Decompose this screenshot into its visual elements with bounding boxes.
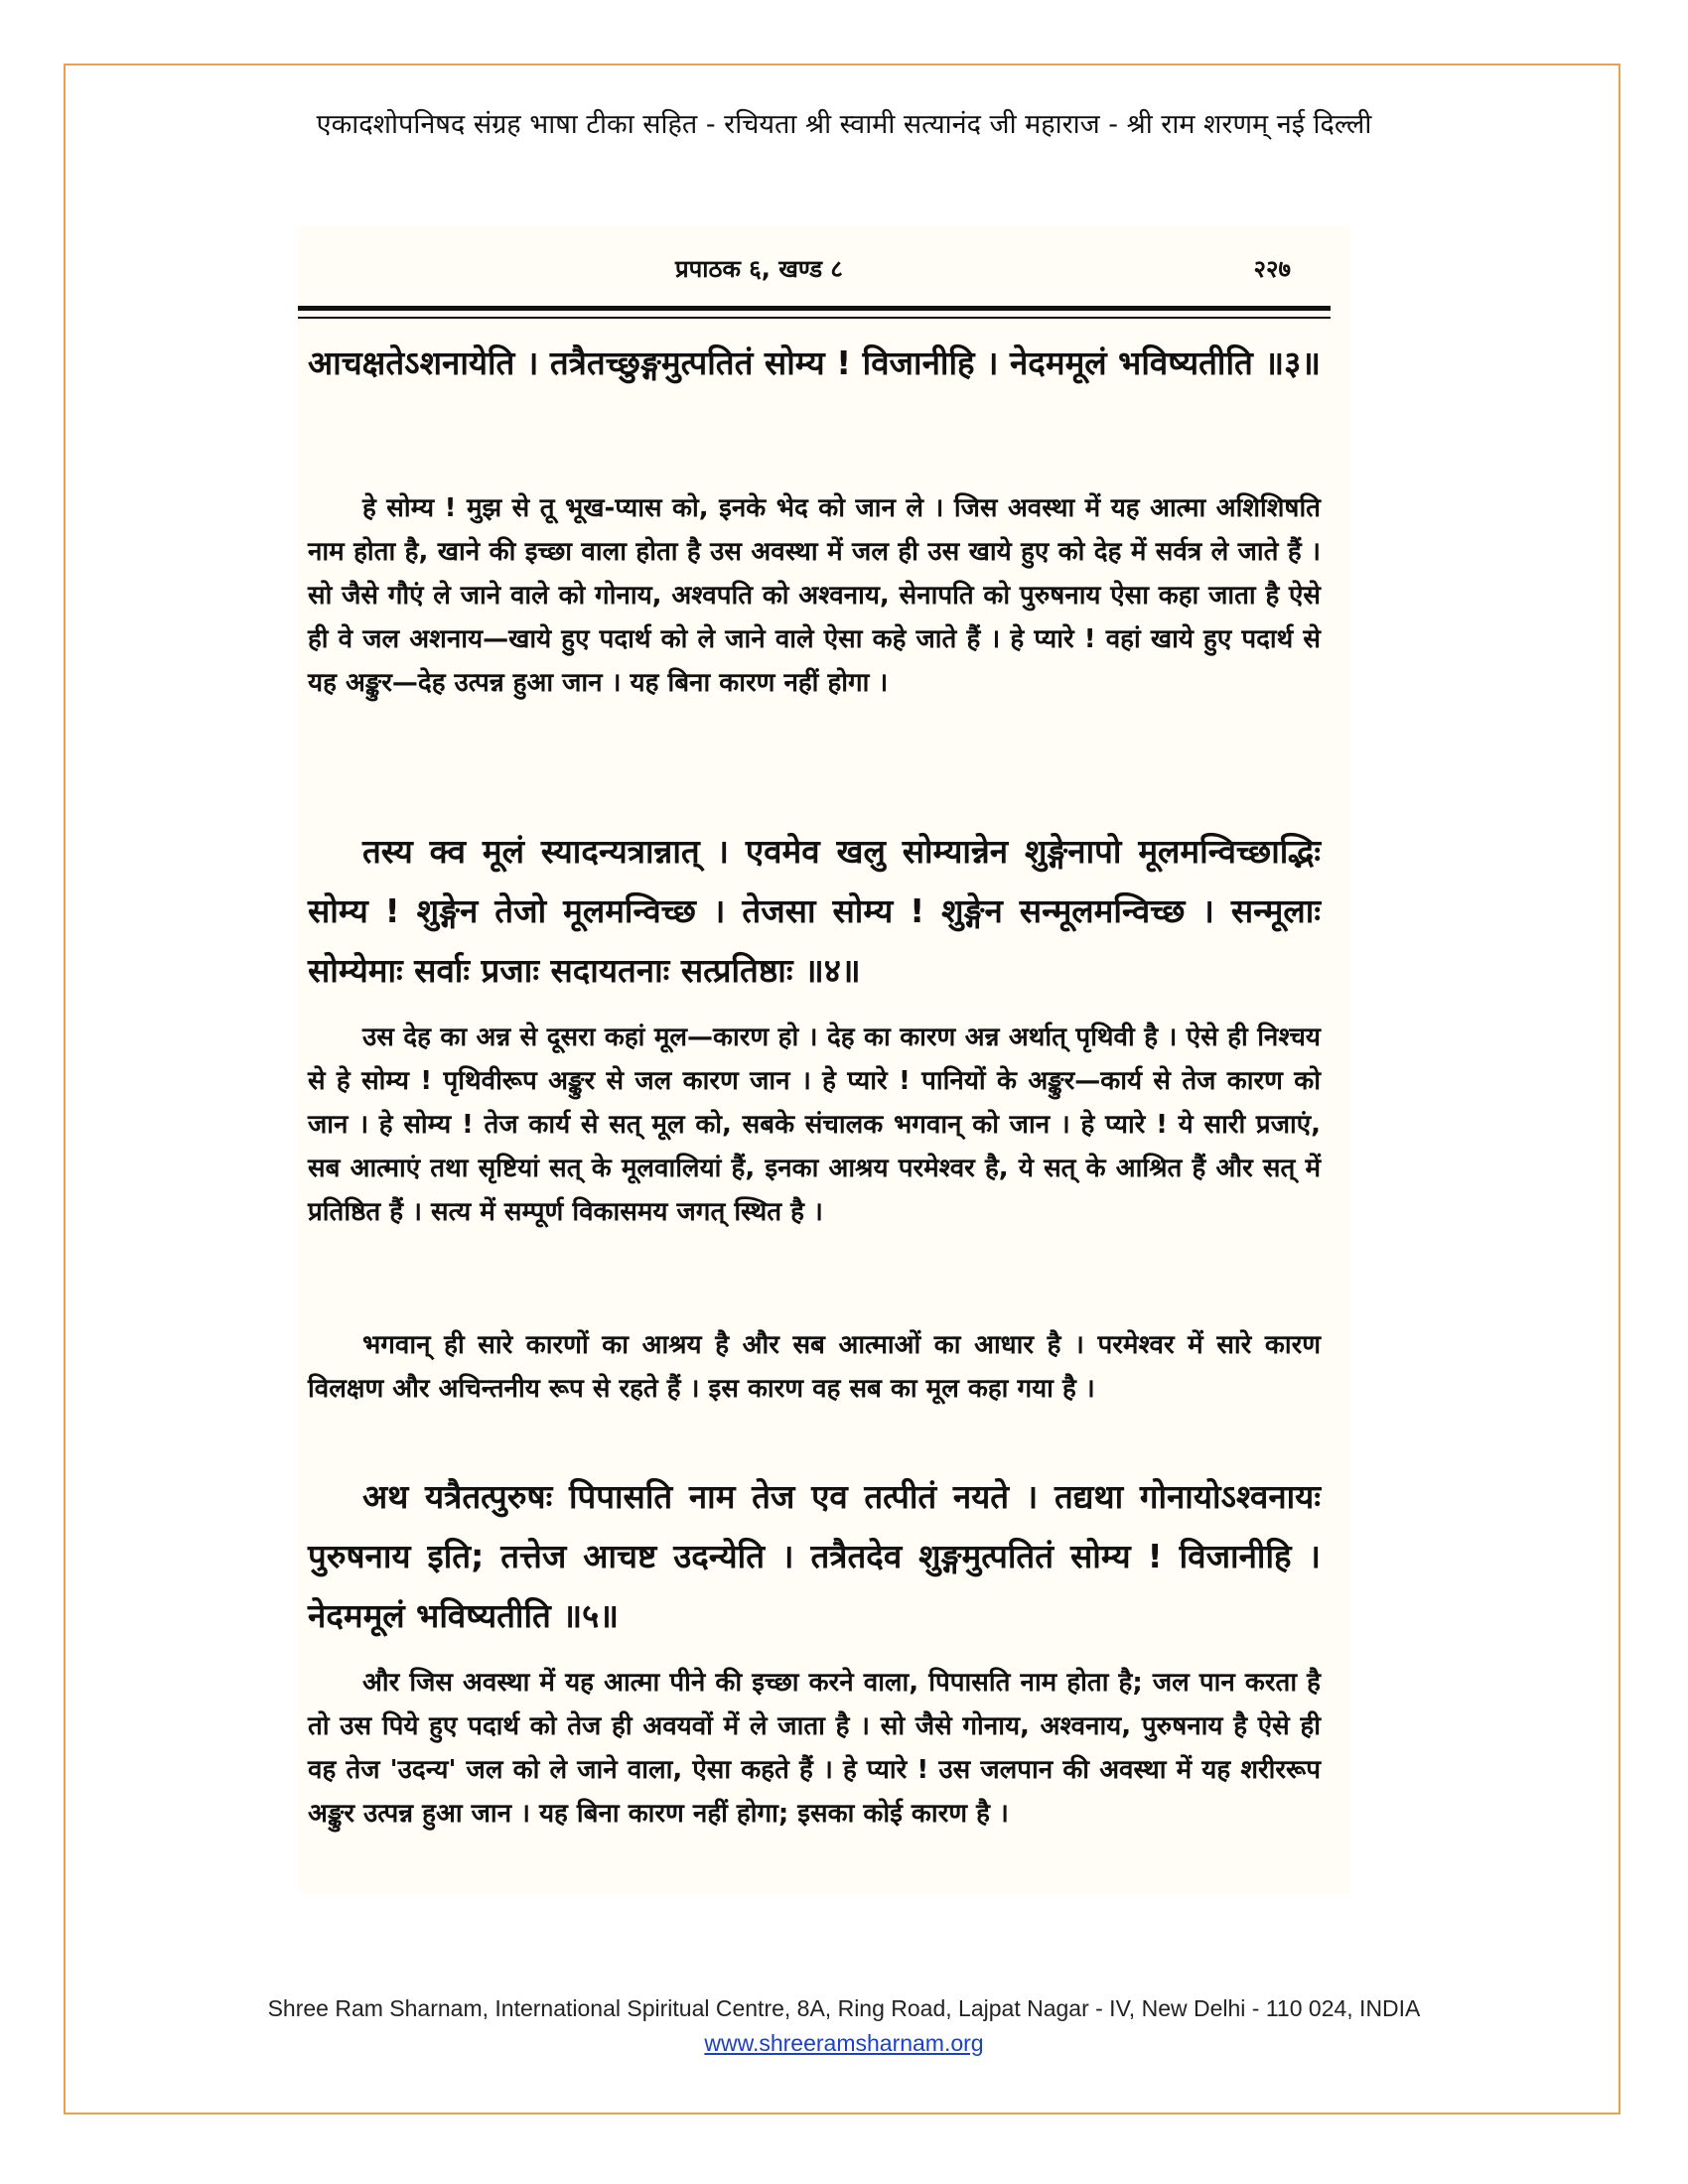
sanskrit-verse-3: आचक्षतेऽशनायेति । तत्रैतच्छुङ्गमुत्पतितं सोम्य ! विजानीहि । नेदममूलं भविष्यतीति ॥३॥: [308, 343, 1322, 382]
page-number: २२७: [1253, 255, 1291, 283]
document-header: एकादशोपनिषद संग्रह भाषा टीका सहित - रचियता श्री स्वामी सत्यानंद जी महाराज - श्री राम शरणम् नई दिल्ली: [316, 109, 1372, 140]
hindi-commentary-4: उस देह का अन्न से दूसरा कहां मूल—कारण हो । देह का कारण अन्न अर्थात् पृथिवी है । ऐसे ही निश्चय से हे सोम्य ! पृथिवीरूप अङ्कुर से जल कारण जान । हे प्यारे ! पानियों के अङ्कुर—कार्य से तेज कारण को जान । हे सोम्य ! तेज कार्य से सत् मूल को, सबके संचालक भगवान् को जान । हे प्यारे ! ये सारी प्रजाएं, सब आत्माएं तथा सृष्टियां सत् के मूलवालियां हैं, इनका आश्रय परमेश्वर है, ये सत् के आश्रित हैं और सत् में प्रतिष्ठित हैं । सत्य में सम्पूर्ण विकासमय जगत् स्थित है ।: [308, 1023, 1321, 1227]
sanskrit-verse-4: तस्य क्व मूलं स्यादन्यत्रान्नात् । एवमेव खलु सोम्यान्नेन शुङ्गेनापो मूलमन्विच्छाद्भिः सोम्य ! शुङ्गेन तेजो मूलमन्विच्छ । तेजसा सोम्य ! शुङ्गेन सन्मूलमन्विच्छ । सन्मूलाः सोम्येमाः सर्वाः प्रजाः सदायतनाः सत्प्रतिष्ठाः ॥४॥: [308, 832, 1321, 990]
website-link[interactable]: www.shreeramsharnam.org: [704, 2030, 984, 2056]
running-head: [298, 246, 1350, 286]
footer-website: [0, 2030, 1688, 2057]
running-title: प्रपाठक ६, खण्ड ८: [675, 255, 843, 283]
footer-address: Shree Ram Sharnam, International Spiritual Centre, 8A, Ring Road, Lajpat Nagar - IV, New Delhi - 110 024, INDIA: [267, 1995, 1421, 2021]
hindi-commentary-3: हे सोम्य ! मुझ से तू भूख-प्यास को, इनके भेद को जान ले । जिस अवस्था में यह आत्मा अशिशिषति नाम होता है, खाने की इच्छा वाला होता है उस अवस्था में जल ही उस खाये हुए को देह में सर्वत्र ले जाते हैं । सो जैसे गौएं ले जाने वाले को गोनाय, अश्वपति को अश्वनाय, सेनापति को पुरुषनाय ऐसा कहा जाता है ऐसे ही वे जल अशनाय—खाये हुए पदार्थ को ले जाने वाले ऐसा कहे जाते हैं । हे प्यारे ! वहां खाये हुए पदार्थ से यह अङ्कुर—देह उत्पन्न हुआ जान । यह बिना कारण नहीं होगा ।: [308, 493, 1321, 698]
hindi-commentary-4b: भगवान् ही सारे कारणों का आश्रय है और सब आत्माओं का आधार है । परमेश्वर में सारे कारण विलक्षण और अचिन्तनीय रूप से रहते हैं । इस कारण वह सब का मूल कहा गया है ।: [308, 1330, 1321, 1404]
sanskrit-verse-5: अथ यत्रैतत्पुरुषः पिपासति नाम तेज एव तत्पीतं नयते । तद्यथा गोनायोऽश्वनायः पुरुषनाय इति; तत्तेज आचष्ट उदन्येति । तत्रैतदेव शुङ्गमुत्पतितं सोम्य ! विजानीहि । नेदममूलं भविष्यतीति ॥५॥: [308, 1477, 1321, 1635]
header-rule-thick: [298, 306, 1331, 311]
hindi-commentary-5: और जिस अवस्था में यह आत्मा पीने की इच्छा करने वाला, पिपासति नाम होता है; जल पान करता है तो उस पिये हुए पदार्थ को तेज ही अवयवों में ले जाता है । सो जैसे गोनाय, अश्वनाय, पुरुषनाय है ऐसे ही वह तेज 'उदन्य' जल को ले जाने वाला, ऐसा कहते हैं । हे प्यारे ! उस जलपान की अवस्था में यह शरीररूप अङ्कुर उत्पन्न हुआ जान । यह बिना कारण नहीं होगा; इसका कोई कारण है ।: [308, 1668, 1321, 1829]
header-rule-thin: [298, 317, 1331, 319]
scanned-book-page: [298, 226, 1350, 1894]
